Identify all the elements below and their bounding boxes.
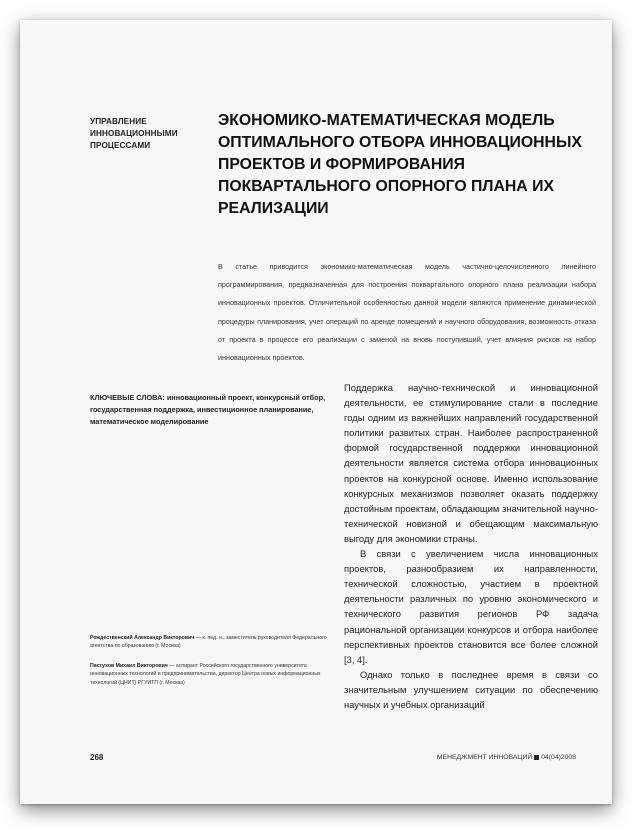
journal-footer — [437, 754, 576, 761]
body-paragraph: В связи с увеличением числа инновационных проектов, разнообразием их направленности, технической сложностью, участием в проектной деятельности различных по уровню экономического и технического развития регионов РФ задача рациональной организации конкурсов и отбора наиболее перспективных проектов становится все более сложной [3, 4]. — [344, 548, 598, 665]
article-title: ЭКОНОМИКО-МАТЕМАТИЧЕСКАЯ МОДЕЛЬ ОПТИМАЛЬНОГО ОТБОРА ИННОВАЦИОННЫХ ПРОЕКТОВ И ФОРМИРОВАНИЯ ПОКВАРТАЛЬНОГО ОПОРНОГО ПЛАНА ИХ РЕАЛИЗАЦИИ — [218, 112, 582, 217]
page-number: 268 — [90, 753, 104, 762]
journal-page — [20, 20, 612, 804]
author-info: — к. пед. н., заместитель руководителя Федерального агентства по образованию (г. Москва) — [90, 635, 327, 650]
author-note — [90, 634, 336, 651]
section-label: УПРАВЛЕНИЕ ИННОВАЦИОННЫМИ ПРОЦЕССАМИ — [90, 117, 178, 150]
author-info: — аспирант Российского государственного университета инновационных технологий и предпринимательства, директор Центра новых информационных технологий (ЦНИТ) РГУИТП (г. Москва) — [90, 662, 321, 686]
author-name: Рождественский Александр Викторович — [90, 635, 195, 641]
body-paragraph: Поддержка научно-технической и инновационной деятельности, ее стимулирование стали в последние годы одним из важнейших направлений государственной политики развитых стран. Наиболее распространенной формой государственной поддержки инновационной деятельности является система отбора инновационных проектов на конкурсной основе. Именно использование конкурсных механизмов позволяет оказать поддержку достойным проектам, обладающим значительной научно-технической новизной и обещающим максимальную выгоду для экономики страны. — [344, 382, 598, 544]
author-note — [90, 662, 336, 687]
author-name: Пастухов Михаил Викторович — [90, 662, 168, 669]
article-body — [344, 380, 598, 712]
body-paragraph: Однако только в последнее время в связи со значительным улучшением ситуации по обеспечению научных и учебных организаций — [344, 668, 598, 710]
journal-issue: 04(04)2008 — [541, 754, 576, 761]
author-notes — [90, 634, 336, 698]
keywords: КЛЮЧЕВЫЕ СЛОВА: инновационный проект, конкурсный отбор, государственная поддержка, инвестиционное планирование, математическое моделирование — [90, 393, 326, 426]
journal-name: МЕНЕДЖМЕНТ ИННОВАЦИЙ — [436, 754, 533, 761]
square-bullet-icon — [534, 755, 539, 760]
article-abstract: В статье приводится экономико-математическая модель частично-целочисленного линейного программирования, предназначенная для построения поквартального опорного плана реализации набора инновационных проектов. Отличительной особенностью данной модели являются применение динамической процедуры планирования, учет операций по аренде помещений и научного оборудования, возможность отказа от проекта в процессе его реализации с заменой на вновь поступивший, учет влияния рисков на набор инновационных проектов. — [218, 262, 596, 363]
